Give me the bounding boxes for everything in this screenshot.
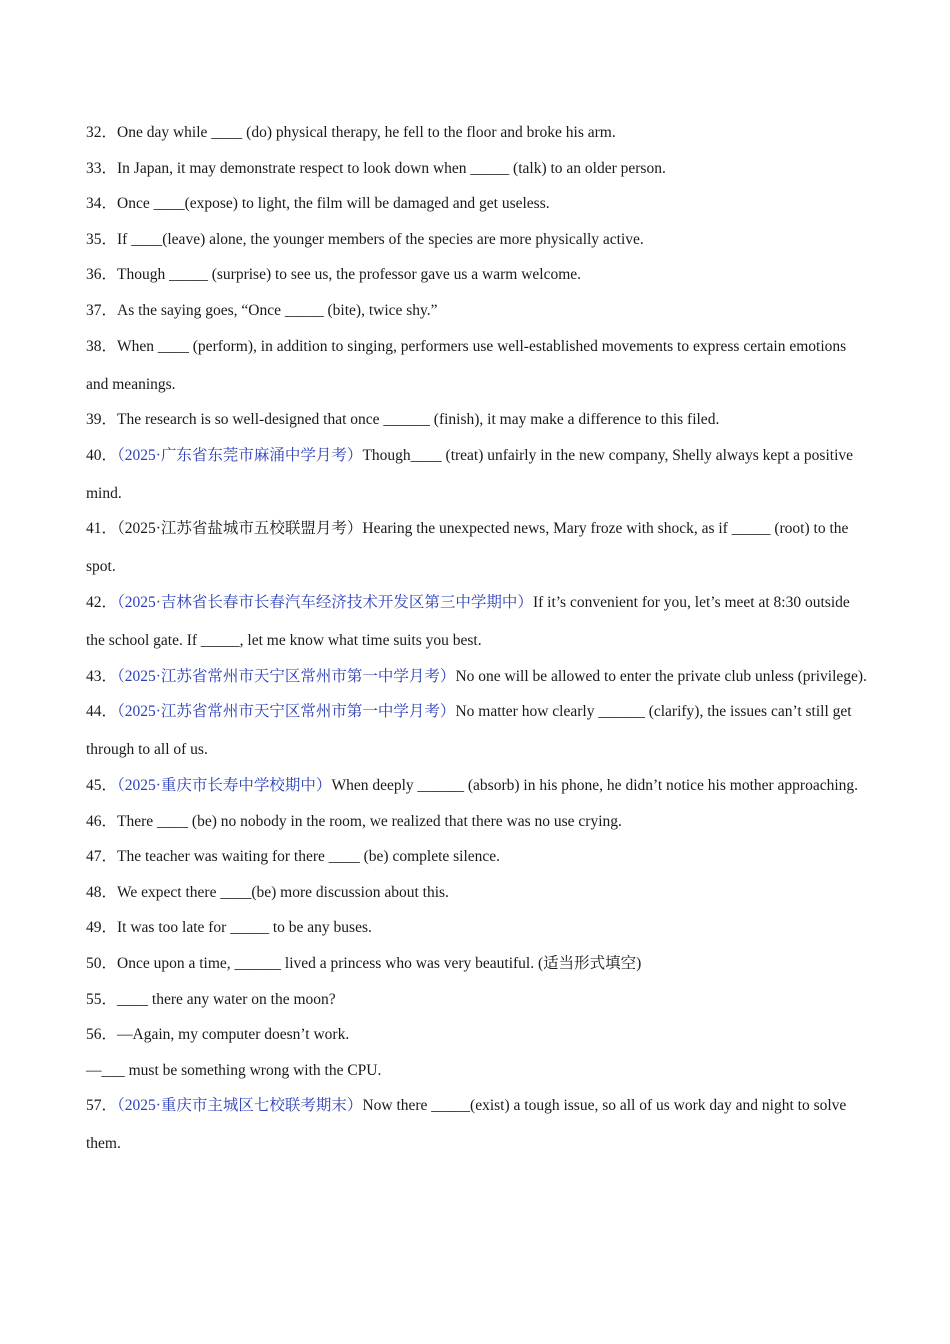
question-42 (86, 584, 868, 660)
question-47 (86, 838, 868, 876)
question-text: Once upon a time, ______ lived a princess who was very beautiful. (适当形式填空) (117, 954, 642, 972)
question-text: If it’s convenient for you, let’s meet at 8:30 outside the school gate. If _____, let me know what time suits you best. (86, 594, 850, 650)
question-55 (86, 981, 868, 1019)
question-text: There ____ (be) no nobody in the room, we realized that there was no use crying. (117, 812, 622, 830)
question-text: One day while ____ (do) physical therapy, he fell to the floor and broke his arm. (117, 124, 616, 141)
question-source: （2025·吉林省长春市长春汽车经济技术开发区第三中学期中） (117, 594, 533, 612)
question-36 (86, 256, 868, 294)
question-text: As the saying goes, “Once _____ (bite), twice shy.” (117, 302, 438, 320)
question-list (86, 114, 868, 1161)
question-44 (86, 693, 868, 769)
question-text: Though _____ (surprise) to see us, the professor gave us a warm welcome. (117, 266, 582, 284)
question-46 (86, 803, 868, 841)
question-text: If ____(leave) alone, the younger members of the species are more physically active. (117, 230, 644, 248)
question-57 (86, 1087, 868, 1163)
question-48 (86, 874, 868, 912)
question-text: Now there _____(exist) a tough issue, so all of us work day and night to solve them. (86, 1097, 847, 1153)
question-text: We expect there ____(be) more discussion about this. (117, 883, 449, 901)
question-41 (86, 510, 868, 586)
question-number: 45． (86, 776, 118, 794)
question-50 (86, 945, 868, 983)
question-number: 48． (86, 883, 118, 901)
question-text: ____ there any water on the moon? (117, 990, 336, 1008)
question-source: （2025·江苏省常州市天宁区常州市第一中学月考） (117, 667, 456, 685)
question-number: 39． (86, 411, 118, 429)
question-32 (86, 114, 868, 152)
question-49 (86, 909, 868, 947)
question-text: When ____ (perform), in addition to singing, performers use well-established movements to express certain emotions and meanings. (86, 337, 847, 393)
question-number: 35． (86, 230, 118, 248)
question-number: 38． (86, 337, 118, 355)
question-45 (86, 767, 868, 805)
question-text: —___ must be something wrong with the CPU. (86, 1061, 382, 1079)
question-number: 43． (86, 667, 118, 685)
question-source: （2025·江苏省常州市天宁区常州市第一中学月考） (117, 703, 456, 721)
question-number: 40． (86, 446, 118, 464)
question-number: 37． (86, 302, 118, 320)
question-56 (86, 1016, 868, 1054)
question-number: 44． (86, 703, 118, 721)
question-text: （2025·江苏省盐城市五校联盟月考）Hearing the unexpected news, Mary froze with shock, as if _____ (root) to the spot. (86, 520, 849, 576)
question-number: 32． (86, 124, 118, 141)
question-40 (86, 437, 868, 513)
question-number: 42． (86, 594, 118, 612)
question-33 (86, 150, 868, 188)
question-56-reply (86, 1052, 868, 1090)
question-text: In Japan, it may demonstrate respect to look down when _____ (talk) to an older person. (117, 159, 666, 177)
question-text: The research is so well-designed that once ______ (finish), it may make a difference to this filed. (117, 411, 720, 429)
question-number: 36． (86, 266, 118, 284)
question-43 (86, 658, 868, 696)
question-text: No matter how clearly ______ (clarify), the issues can’t still get through to all of us. (86, 703, 852, 759)
question-text: No one will be allowed to enter the private club unless (privilege). (455, 667, 867, 685)
question-number: 55． (86, 990, 118, 1008)
question-text: The teacher was waiting for there ____ (be) complete silence. (117, 848, 501, 866)
question-number: 46． (86, 812, 118, 830)
question-number: 50． (86, 954, 118, 972)
question-34 (86, 185, 868, 223)
question-number: 41． (86, 520, 118, 538)
question-37 (86, 292, 868, 330)
question-source: （2025·重庆市主城区七校联考期末） (117, 1097, 363, 1115)
question-number: 33． (86, 159, 118, 177)
question-38 (86, 328, 868, 404)
question-number: 49． (86, 919, 118, 937)
question-35 (86, 221, 868, 259)
question-source: （2025·广东省东莞市麻涌中学月考） (117, 446, 363, 464)
question-text: When deeply ______ (absorb) in his phone, he didn’t notice his mother approaching. (331, 776, 859, 794)
question-text: It was too late for _____ to be any buses. (117, 919, 372, 937)
question-source: （2025·重庆市长寿中学校期中） (117, 776, 332, 794)
question-text: Once ____(expose) to light, the film will be damaged and get useless. (117, 195, 550, 213)
question-39 (86, 401, 868, 439)
question-text: Though____ (treat) unfairly in the new company, Shelly always kept a positive mind. (86, 446, 854, 502)
question-number: 57． (86, 1097, 118, 1115)
question-text: —Again, my computer doesn’t work. (117, 1026, 350, 1044)
question-number: 47． (86, 848, 118, 866)
question-number: 34． (86, 195, 118, 213)
question-number: 56． (86, 1026, 118, 1044)
